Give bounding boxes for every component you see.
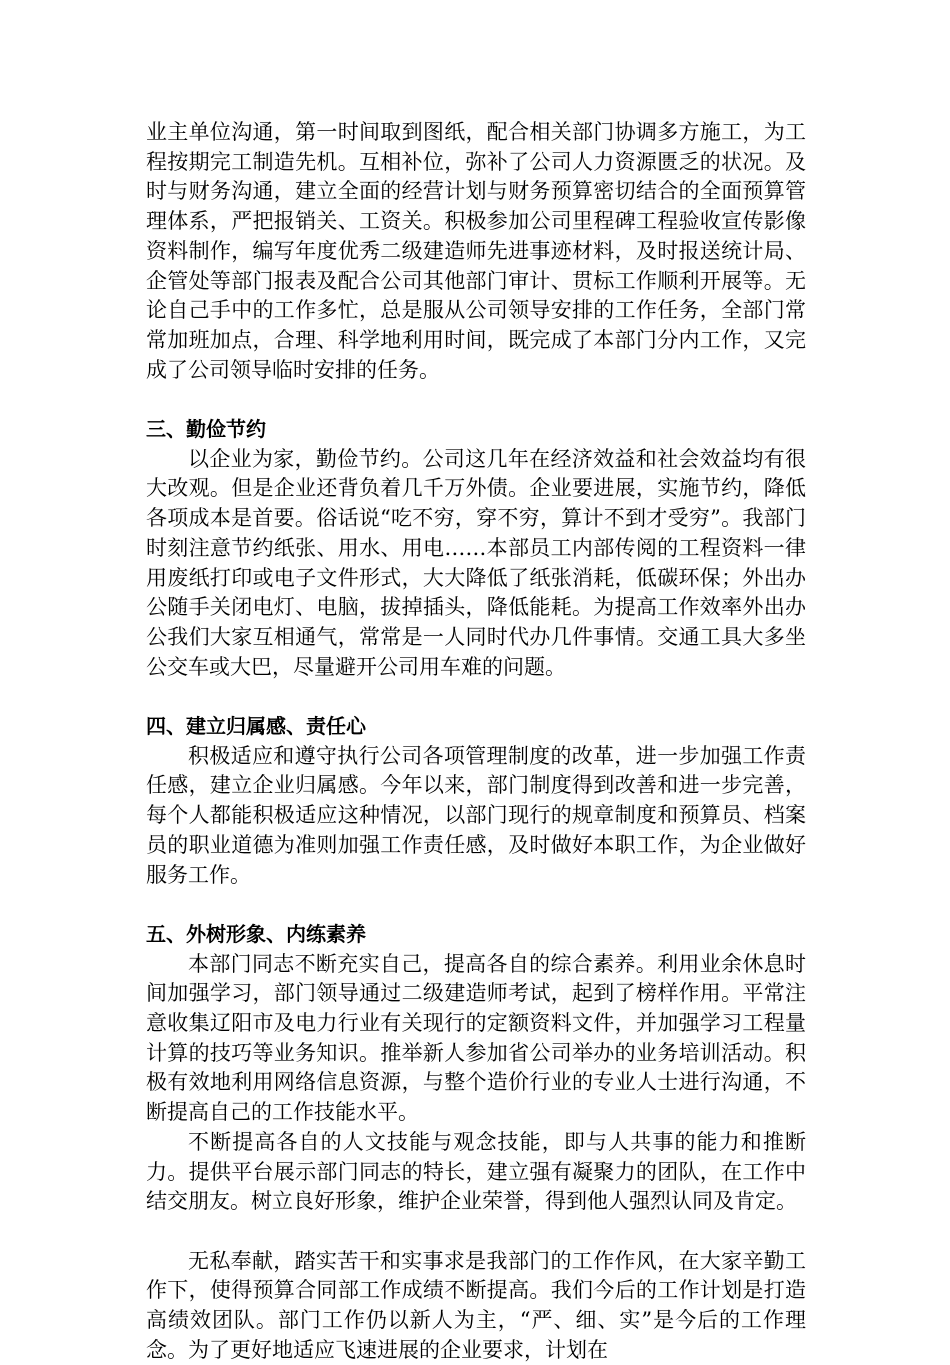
section-5-paragraph-1: 本部门同志不断充实自己，提高各自的综合素养。利用业余休息时间加强学习，部门领导通过二级建造师考试，起到了榜样作用。平常注意收集辽阳市及电力行业有关现行的定额资料文件，并加强学习工程量计算的技巧等业务知识。推举新人参加省公司举办的业务培训活动。积极有效地利用网络信息资源，与整个造价行业的专业人士进行沟通，不断提高自己的工作技能水平。 [146, 951, 806, 1125]
spacer [146, 385, 806, 415]
spacer [146, 890, 806, 920]
spacer [146, 682, 806, 712]
section-heading-5: 五、外树形象、内练素养 [146, 921, 366, 946]
spacer [146, 1217, 806, 1247]
section-heading-4: 四、建立归属感、责任心 [146, 714, 366, 739]
section-heading-3: 三、勤俭节约 [146, 417, 266, 442]
section-3-paragraph: 以企业为家，勤俭节约。公司这几年在经济效益和社会效益均有很大改观。但是企业还背负着几千万外债。企业要进展，实施节约，降低各项成本是首要。俗话说“吃不穷，穿不穷，算计不到才受穷”。我部门时刻注意节约纸张、用水、用电……本部员工内部传阅的工程资料一律用废纸打印或电子文件形式，大大降低了纸张消耗，低碳环保；外出办公随手关闭电灯、电脑，拔掉插头，降低能耗。为提高工作效率外出办公我们大家互相通气，常常是一人同时代办几件事情。交通工具大多坐公交车或大巴，尽量避开公司用车难的问题。 [146, 446, 806, 679]
section-4-paragraph: 积极适应和遵守执行公司各项管理制度的改革，进一步加强工作责任感，建立企业归属感。今年以来，部门制度得到改善和进一步完善，每个人都能积极适应这种情况，以部门现行的规章制度和预算员、档案员的职业道德为准则加强工作责任感，及时做好本职工作，为企业做好服务工作。 [146, 743, 806, 887]
closing-paragraph: 无私奉献，踏实苦干和实事求是我部门的工作作风，在大家辛勤工作下，使得预算合同部工作成绩不断提高。我们今后的工作计划是打造高绩效团队。部门工作仍以新人为主，“严、细、实”是今后的工作理念。为了更好地适应飞速进展的企业要求，计划在 [146, 1248, 806, 1362]
intro-paragraph: 业主单位沟通，第一时间取到图纸，配合相关部门协调多方施工，为工程按期完工制造先机。互相补位，弥补了公司人力资源匮乏的状况。及时与财务沟通，建立全面的经营计划与财务预算密切结合的全面预算管理体系，严把报销关、工资关。积极参加公司里程碑工程验收宣传影像资料制作，编写年度优秀二级建造师先进事迹材料，及时报送统计局、企管处等部门报表及配合公司其他部门审计、贯标工作顺利开展等。无论自己手中的工作多忙，总是服从公司领导安排的工作任务，全部门常常加班加点，合理、科学地利用时间，既完成了本部门分内工作，又完成了公司领导临时安排的任务。 [146, 120, 806, 382]
section-5-paragraph-2: 不断提高各自的人文技能与观念技能，即与人共事的能力和推断力。提供平台展示部门同志的特长，建立强有凝聚力的团队，在工作中结交朋友。树立良好形象，维护企业荣誉，得到他人强烈认同及肯定。 [146, 1129, 806, 1214]
document-page [146, 118, 806, 1365]
